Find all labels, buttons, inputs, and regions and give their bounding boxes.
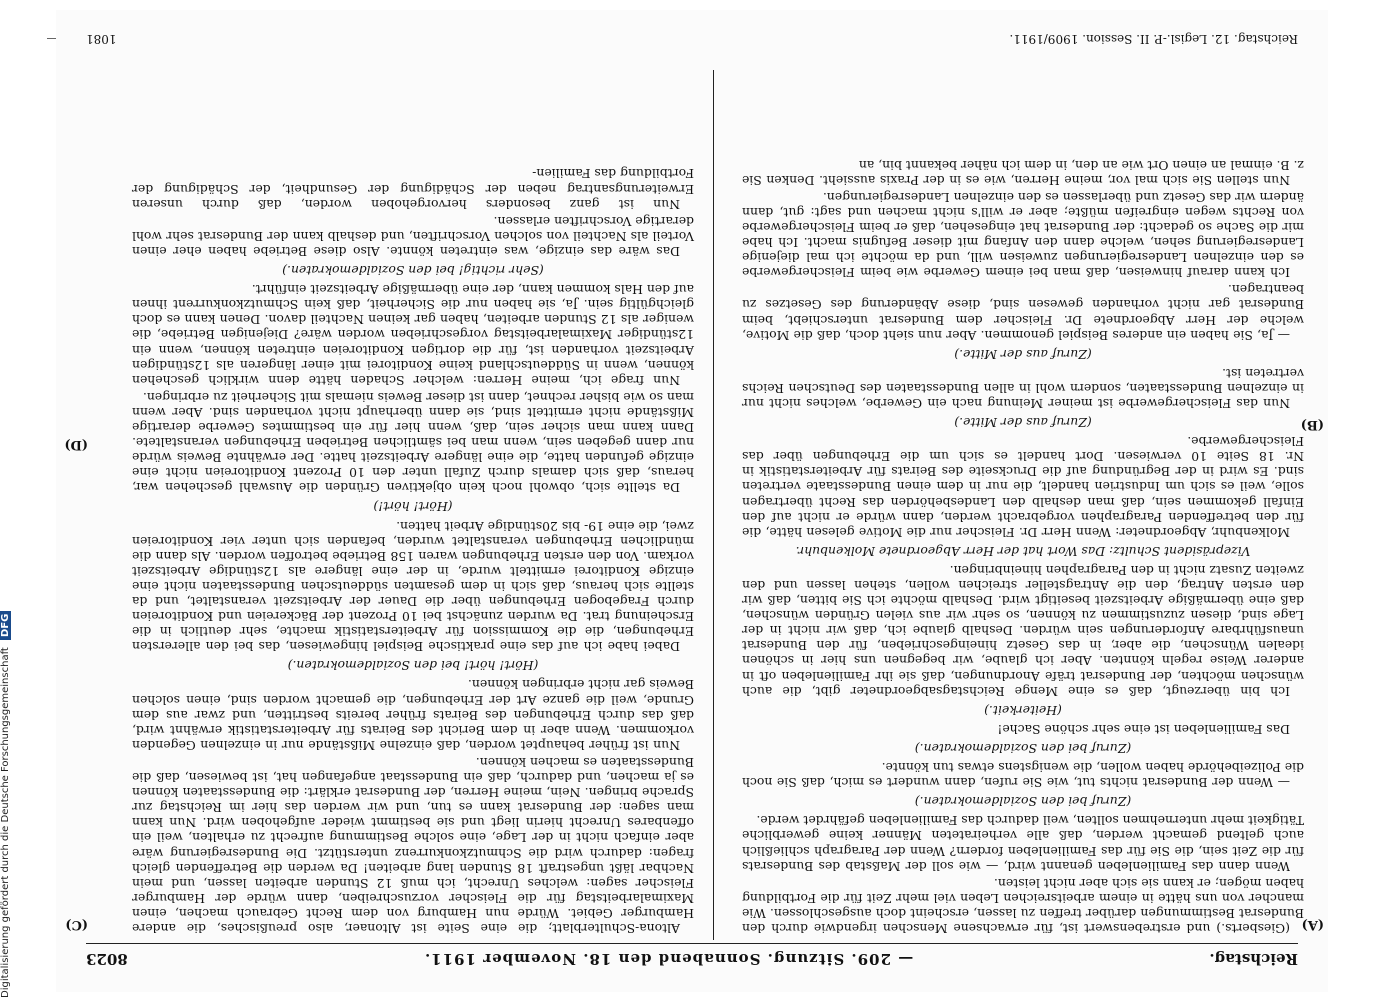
paragraph: Dabei habe ich auf das eine praktische Beispiel hingewiesen, das bei den allerersten Erhebungen, die die Kommission für Arbeiterstatistik machte, sehr deutlich in die Erscheinung trat. Da wurden zunächst bei 10 Prozent der Bäckereien und Konditoreien durch Fragebogen Erhebungen über die Dauer der Arbeitszeit veranstaltet, und da stellte sich heraus, daß sich in dem gesamten süddeutschen Bundesstaaten nicht eine einzige Konditorei ermittelt wurde, in der eine längere als 12stündige Arbeitszeit vorkam. Von den ersten Erhebungen waren 158 Betriebe betroffen worden. Als dann die mündlichen Erhebungen veranstaltet wurden, befanden sich unter vier Konditoreien zwei, die eine 19- bis 20stündige Arbeit hatten. (132, 518, 694, 655)
right-text-column (132, 164, 694, 936)
header-left-title: Reichstag. (1209, 950, 1298, 968)
margin-mark-c: (C) (65, 917, 88, 932)
paragraph: — Ja, Sie haben ein anderes Beispiel genommen. Aber nun sieht doch, daß die Motive, welche der Herr Abgeordnete Dr. Fleischer dem Bundesrat unterschiebt, beim Bundesrat gar nicht vorhanden gewesen sind, diese Abänderung des Gesetzes zu beantragen. (742, 282, 1304, 343)
paragraph: Nun frage ich, meine Herren: welcher Schaden hätte denn wirklich geschehen können, wenn in Süddeutschland keine Konditorei mit einer längeren als 12stündigen Arbeitszeit vorhanden ist, für die dortigen Konditoreien eintreten können, wenn ein 12stündiger Maximalarbeitstag vorgeschrieben worden wäre? Diejenigen Betriebe, die weniger als 12 Stunden arbeiten, haben gar keinen Nachteil davon. Denen kann es doch gleichgültig sein. Ja, sie haben nur die Sicherheit, daß kein Schmutzkonkurrent ihnen auf den Hals kommen kann, der eine übermäßige Arbeitszeit einführt. (132, 282, 694, 388)
paragraph: Nun stellen Sie sich mal vor, meine Herren, wie es in der Praxis aussieht. Denken Sie z. B. einmal an einen Ort wie an den, in dem ich näher bekannt bin, an (742, 157, 1304, 188)
margin-mark-b: (B) (1300, 417, 1324, 432)
page-footer (86, 28, 1298, 46)
left-text-column (742, 156, 1304, 937)
interjection-line: Vizepräsident Schultz: Das Wort hat der Herr Abgeordnete Molkenbuhr. (795, 543, 1251, 559)
paragraph: — Wenn der Bundesrat nichts tut, wie Sie rufen, dann wundert es mich, daß Sie noch die Polizeibehörde haben wollen, die wenigstens etwas tun könnte. (742, 760, 1304, 791)
paragraph: Wenn dann das Familienleben genannt wird, — wie soll der Maßstab des Bundesrats für die Zeit sein, die Sie für das Familienleben fordern? Wenn der Paragraph schließlich auch geltend gemacht werden, daß alle verheirateten Männer keine gewerbliche Tätigkeit mehr unternehmen sollten, weil dadurch das Familienleben gefährdet werde. (742, 813, 1304, 874)
paragraph: Das wäre das einzige, was eintreten könnte. Also diese Betriebe haben eher einen Vorteil als Nachteil von solchen Vorschriften, und deshalb kann der Bundesrat sehr wohl derartige Vorschriften erlassen. (132, 213, 694, 259)
paragraph: Ich kann darauf hinweisen, daß man bei einem Gewerbe wie beim Fleischergewerbe es den einzelnen Landesregierungen zuweisen will, und da möchte ich mal diejenige Landesregierung sehen, welche dann den Anfang mit dieser Befugnis macht. Ich habe mir die Sache so gedacht: der Bundesrat hat eingesehen, daß er beim Fleischergewerbe von Rechts wegen eingreifen müßte; aber er will's nicht machen und sagt: gut, dann ändern wir das Gesetz und überlassen es den einzelnen Landesregierungen. (742, 189, 1304, 281)
interjection-line: (Hört! hört!) (373, 499, 453, 515)
interjection-line: (Sehr richtig! bei den Sozialdemokraten.) (282, 263, 544, 279)
dfg-logo: DFG (0, 611, 11, 640)
column-divider (713, 70, 714, 940)
footer-sheet-number: 1081 (86, 32, 117, 46)
paragraph: Ich bin überzeugt, daß es eine Menge Reichstagsabgeordneter gibt, die auch wünschen möchten, der Bundesrat träfe Anordnungen, daß sie ihr Familienleben oft in anderer Weise regeln könnten. Aber ich glaube, wir begegnen uns hier in schönen idealen Wünschen, die aber, in das Gesetz hineingeschrieben, für den Bundesrat unausführbare Anforderungen sein würden. Deshalb glaube ich, daß wir nicht in der Lage sind, diesen zuzustimmen zu können, so sehr wir aus vielen Gründen wünschen, daß eine übermäßige Arbeitszeit beseitigt wird. Deshalb möchte ich Sie bitten, daß wir den ersten Antrag, den die Antragsteller streichen wollen, stehen lassen und den zweiten Zusatz nicht in den Paragraphen hineinbringen. (742, 562, 1304, 699)
paragraph: Altona-Schulterblatt; die eine Seite ist Altonaer, also preußisches, die andere Hamburger Gebiet. Würde nun Hamburg von dem Recht Gebrauch machen, einen Maximalarbeitstag für die Fleischer vorzuschreiben, dann würde der Hamburger Fleischer sagen: welches Unrecht, ich muß 12 Stunden arbeiten lassen, und mein Nachbar läßt ungestraft 18 Stunden lang arbeiten! Da werden die Betreffenden gleich fragen: dadurch wird die Schmutzkonkurrenz unterstützt. Die Bundesregierung wäre aber einfach nicht in der Lage, eine solche Bestimmung aufrecht zu erhalten, weil ein offenbares Unrecht hierin liegt und sie bestimmt wieder aufgehoben wird. Nun kann man sagen: der Bundesrat kann es tun, und wir werden das hier im Reichstag zur Sprache bringen. Nein, meine Herren, der Bundesrat erklärt: die Bundesstaaten können es ja machen, und dadurch, daß ein Bundesstaat angefangen hat, ist bewiesen, daß die Bundesstaaten es machen können. (132, 754, 694, 936)
header-session-title: — 209. Sitzung. Sonnabend den 18. November 1911. (424, 950, 914, 968)
footer-publication: Reichstag. 12. Legisl.-P. II. Session. 1909/1911. (1009, 32, 1298, 46)
margin-mark-d: (D) (64, 437, 88, 452)
interjection-line: (Hört! hört! bei den Sozialdemokraten.) (287, 658, 539, 674)
running-header (86, 946, 1298, 972)
interjection-line: (Zuruf bei den Sozialdemokraten.) (914, 740, 1132, 756)
interjection-line: (Zuruf bei den Sozialdemokraten.) (914, 794, 1132, 810)
paragraph: Nun ist früher behauptet worden, daß einzelne Mißstände nur in einzelnen Gegenden vorkommen. Wenn aber in dem Bericht des Beirats für Arbeiterstatistik erwähnt wird, daß das durch Erhebungen des Beirats früher bereits bestritten, und zwar aus dem Grunde, weil die ganze Art der Erhebungen, die gemacht worden sind, einen solchen Beweis gar nicht erbringen können. (132, 677, 694, 753)
paragraph: (Giesberts.) und erstrebenswert ist, für erwachsene Menschen irgendwie durch den Bundesrat Bestimmungen darüber treffen zu lassen, erscheint doch ausgeschlossen. Wie mancher von uns hätte in einem arbeitsreichen Leben viel mehr Zeit für die Fortbildung haben mögen; er kann sie sich aber nicht leisten. (742, 875, 1304, 936)
credit-text: Digitalisierung gefördert durch die Deutsche Forschungsgemeinschaft (0, 647, 11, 998)
digitization-credit (0, 598, 14, 998)
paragraph: Nun das Fleischergewerbe ist meiner Meinung nach ein Gewerbe, welches nicht nur in einzelnen Bundesstaaten, sondern wohl in allen Bundesstaaten des Deutschen Reichs vertreten ist. (742, 365, 1304, 411)
interjection-line: (Zuruf aus der Mitte.) (954, 415, 1092, 431)
paragraph: Da stellte sich, obwohl noch kein objektiven Gründen die Auswahl geschehen war, heraus, daß sich damals durch Zufall unter den 10 Prozent Konditoreien nicht eine einzige gefunden hatte, die eine längere Arbeitszeit hatte. Der erwähnte Beweis würde nur dann gegeben sein, wenn man bei sämtlichen Betrieben Erhebungen veranstaltete. Dann kann man sicher sein, daß, wenn hier für ein bestimmtes Gewerbe derartige Mißstände nicht ermittelt sind, sie dann überhaupt nicht vorhanden sind. Aber wenn man so wie bisher rechnet, dann ist dieser Beweis niemals mit Sicherheit zu erbringen. (132, 389, 694, 496)
scanned-page-frame (56, 10, 1328, 992)
interjection-line: (Heiterkeit.) (984, 702, 1062, 718)
paragraph: Das Familienleben ist eine sehr schöne Sache! (997, 721, 1290, 737)
margin-mark-a: (A) (1301, 917, 1324, 932)
interjection-line: (Zuruf aus der Mitte.) (954, 346, 1092, 362)
paragraph: Nun ist ganz besonders hervorgehoben worden, daß durch unseren Erweiterungsantrag neben der Schädigung der Gesundheit, der Schädigung der Fortbildung das Familien- (132, 166, 694, 212)
header-page-number: 8023 (86, 950, 128, 968)
scanned-page (56, 10, 1328, 992)
header-rule (86, 943, 1298, 944)
paragraph: Molkenbuhr, Abgeordneter: Wenn Herr Dr. Fleischer nur die Motive gelesen hätte, die für den betreffenden Paragraphen vorgebracht werden, dann würde er nicht auf den Einfall gekommen sein, daß man deshalb den Landesbehörden das Recht übertragen solle, weil es sich um Industrien handelt, die nur in dem einen Bundesstaate vertreten sind. Es wird in der Begründung auf die Druckseite des Beirats für Arbeiterstatistik in Nr. 18 Seite 10 verwiesen. Dort handelt es sich um die Erhebungen über das Fleischergewerbe. (742, 434, 1304, 540)
